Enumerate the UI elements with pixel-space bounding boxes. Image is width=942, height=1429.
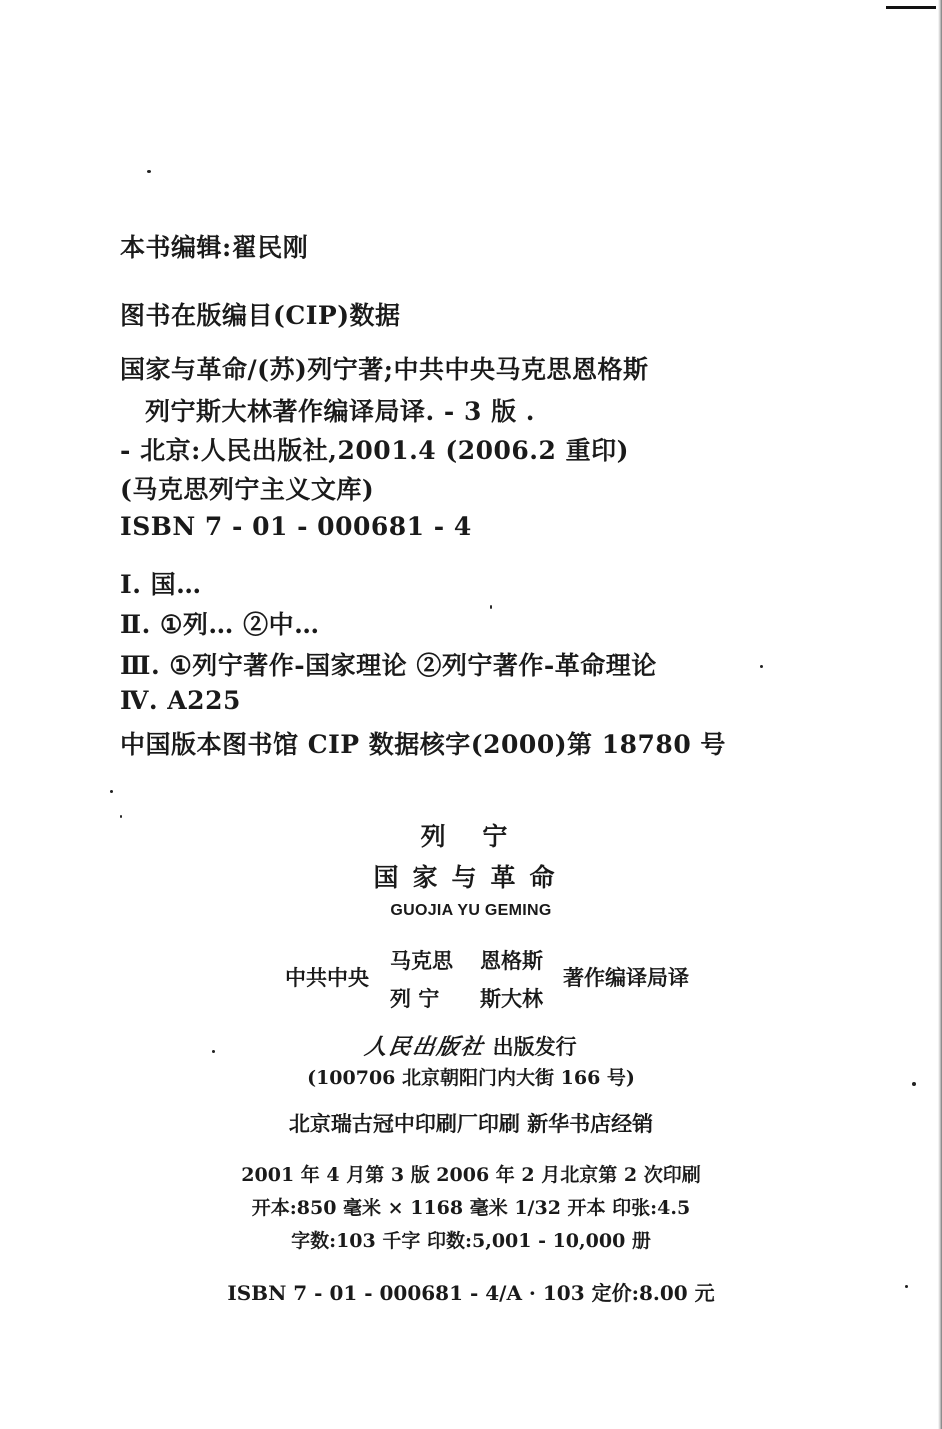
scan-speck — [490, 605, 492, 609]
author-name: 列 宁 — [420, 822, 522, 851]
edition-line: 2001 年 4 月第 3 版 2006 年 2 月北京第 2 次印刷 — [241, 1164, 701, 1186]
cip-record-number: 中国版本图书馆 CIP 数据核字(2000)第 18780 号 — [120, 730, 726, 759]
cip-line-series: (马克思列宁主义文库) — [120, 475, 375, 504]
book-title-pinyin: GUOJIA YU GEMING — [390, 902, 552, 919]
publisher-address: (100706 北京朝阳门内大街 166 号) — [307, 1067, 635, 1089]
printing-line: 北京瑞古冠中印刷厂印刷 新华书店经销 — [288, 1111, 654, 1136]
translator-suffix: 著作编译局译 — [563, 965, 689, 990]
publisher-suffix: 出版发行 — [492, 1034, 577, 1059]
cip-line-translator: 列宁斯大林著作编译局译. - 3 版 . — [145, 397, 535, 426]
publisher-logo: 人民出版社 — [363, 1034, 487, 1060]
cip-line-publisher: - 北京:人民出版社,2001.4 (2006.2 重印) — [120, 436, 629, 465]
classification-item: Ⅳ. A225 — [120, 686, 241, 715]
classification-item: Ⅱ. ①列… ②中… — [120, 610, 320, 639]
format-line: 开本:850 毫米 × 1168 毫米 1/32 开本 印张:4.5 — [251, 1197, 691, 1219]
scan-speck — [147, 170, 151, 173]
translator-name: 斯大林 — [480, 986, 543, 1011]
translator-prefix: 中共中央 — [285, 965, 369, 990]
cip-line-isbn: ISBN 7 - 01 - 000681 - 4 — [120, 512, 472, 541]
translator-name: 恩格斯 — [480, 948, 543, 973]
counts-line: 字数:103 千字 印数:5,001 - 10,000 册 — [291, 1230, 651, 1252]
book-title: 国家与革命 — [373, 863, 569, 892]
cip-line-title: 国家与革命/(苏)列宁著;中共中央马克思恩格斯 — [120, 355, 649, 384]
translator-credit — [285, 940, 705, 1015]
translator-name: 列 宁 — [390, 986, 440, 1011]
scan-speck — [110, 790, 113, 793]
publisher-line — [0, 1030, 942, 1061]
classification-item: Ⅲ. ①列宁著作-国家理论 ②列宁著作-革命理论 — [120, 651, 657, 680]
translator-names — [390, 942, 570, 1018]
scan-speck — [760, 665, 763, 668]
scan-corner-mark — [886, 6, 936, 15]
editor-line: 本书编辑:翟民刚 — [120, 233, 309, 262]
translator-name: 马克思 — [390, 948, 453, 973]
cip-heading: 图书在版编目(CIP)数据 — [120, 301, 401, 330]
isbn-price-line: ISBN 7 - 01 - 000681 - 4/A · 103 定价:8.00 元 — [227, 1281, 715, 1305]
classification-item: Ⅰ. 国… — [120, 570, 202, 599]
